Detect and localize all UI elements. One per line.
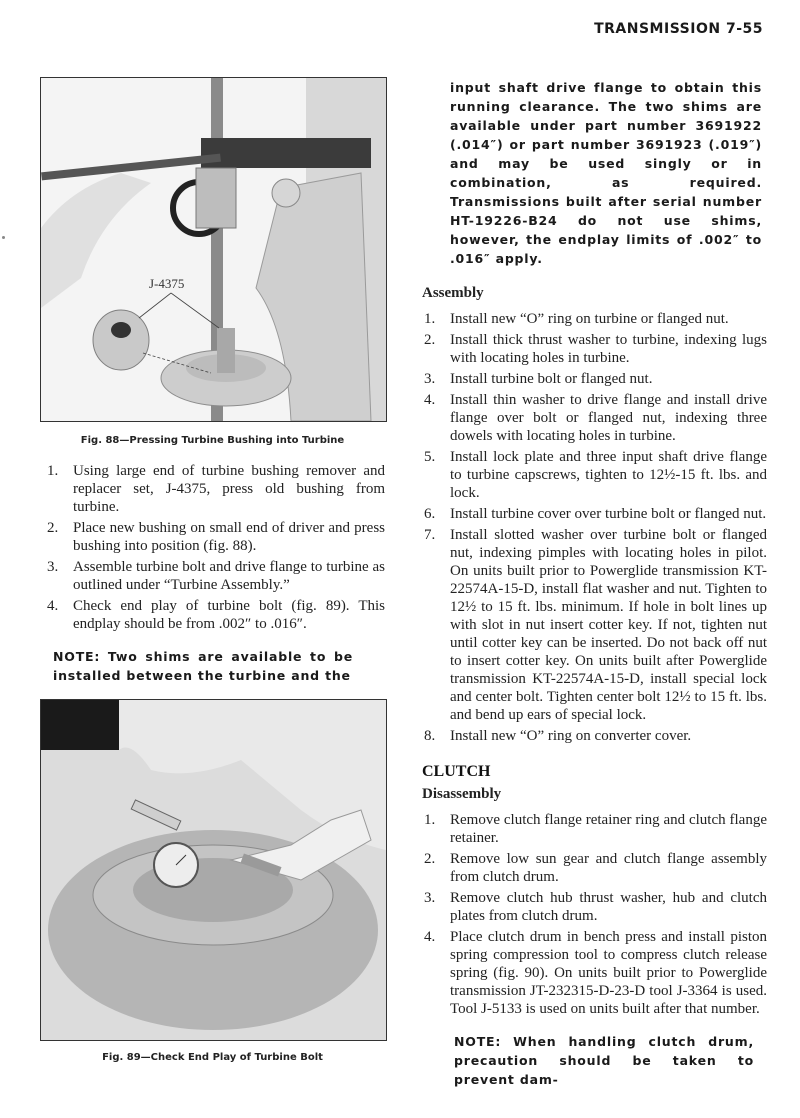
dial-indicator-illustration: [41, 700, 386, 1040]
clutch-disassembly-steps: [422, 811, 767, 1018]
list-item: 2. Place new bushing on small end of driver and press bushing into position (fig. 88).: [47, 520, 385, 554]
figure-89-photo: [40, 699, 387, 1041]
list-item: 4. Check end play of turbine bolt (fig. 89). This endplay should be from .002″ to .016″.: [47, 598, 385, 632]
list-item: 3. Install turbine bolt or flanged nut.: [424, 371, 653, 387]
assembly-heading: Assembly: [422, 285, 484, 301]
assembly-steps: [422, 310, 767, 745]
clutch-drum-note: NOTE: When handling clutch drum, precaution should be taken to prevent dam-: [454, 1034, 754, 1087]
list-item: 1. Using large end of turbine bushing remover and replacer set, J-4375, press old bushing from turbine.: [47, 463, 385, 515]
right-column: [422, 78, 767, 1089]
list-item: 2. Install thick thrust washer to turbine, indexing lugs with locating holes in turbine.: [424, 332, 767, 366]
list-item: 5. Install lock plate and three input shaft drive flange to turbine capscrews, tighten to 12½-15 ft. lbs. and lock.: [424, 449, 767, 501]
disassembly-heading: Disassembly: [422, 786, 502, 802]
left-column: [45, 462, 385, 685]
shim-note-continued: input shaft drive flange to obtain this running clearance. The two shims are available under part number 3691922 (.014″) or part number 3691923 (.019″) and may be used singly or in combination, as required. Transmissions built after serial number HT-19226-B24 do not use shims, however, the endplay limits of .002″ to .016″ apply.: [450, 80, 762, 266]
turbine-bushing-steps: [45, 462, 385, 633]
figure-88-caption: Fig. 88—Pressing Turbine Bushing into Turbine: [80, 435, 345, 446]
scan-speck: [2, 236, 5, 239]
bench-press-illustration: [41, 78, 386, 421]
list-item: 1. Remove clutch flange retainer ring and clutch flange retainer.: [424, 812, 767, 846]
callout-j4375: J-4375: [149, 276, 185, 291]
list-item: 2. Remove low sun gear and clutch flange assembly from clutch drum.: [424, 851, 767, 885]
list-item: 7. Install slotted washer over turbine bolt or flanged nut, indexing pimples with locating holes in pilot. On units built prior to Powerglide transmission KT-22574A-15-D, install flat washer and nut. Tighten to 12½ to 15 ft. lbs. minimum. If hole in bolt lines up with slot in nut insert cotter key. If not, tighten nut until cotter key can be inserted. Do not back off nut to insert cotter key. On units built after Powerglide transmission KT-22574A-15-D, install special lock and center bolt. Tighten center bolt 12½ to 15 ft. lbs. and bend up ears of special lock.: [424, 527, 767, 723]
header-page-number: 7-55: [725, 21, 763, 37]
shim-note: NOTE: Two shims are available to be installed between the turbine and the: [53, 649, 353, 683]
list-item: 6. Install turbine cover over turbine bolt or flanged nut.: [424, 506, 767, 522]
clutch-heading: CLUTCH: [422, 763, 491, 780]
list-item: 4. Place clutch drum in bench press and install piston spring compression tool to compress clutch release spring (fig. 90). On units built prior to Powerglide transmission JT-232315-D-23-D tool J-3364 is used. Tool J-5133 is used on units built after that number.: [424, 929, 767, 1017]
list-item: 3. Remove clutch hub thrust washer, hub and clutch plates from clutch drum.: [424, 890, 767, 924]
figure-88-photo: [40, 77, 387, 422]
list-item: 1. Install new “O” ring on turbine or flanged nut.: [424, 311, 729, 327]
list-item: 4. Install thin washer to drive flange and install drive flange over bolt or flanged nut, indexing three dowels with locating holes in turbine.: [424, 392, 767, 444]
list-item: 8. Install new “O” ring on converter cover.: [424, 728, 692, 744]
page-header: [594, 21, 763, 37]
figure-89-caption: Fig. 89—Check End Play of Turbine Bolt: [102, 1052, 323, 1063]
header-section: TRANSMISSION: [594, 21, 721, 37]
list-item: 3. Assemble turbine bolt and drive flange to turbine as outlined under “Turbine Assembly.”: [47, 559, 385, 593]
